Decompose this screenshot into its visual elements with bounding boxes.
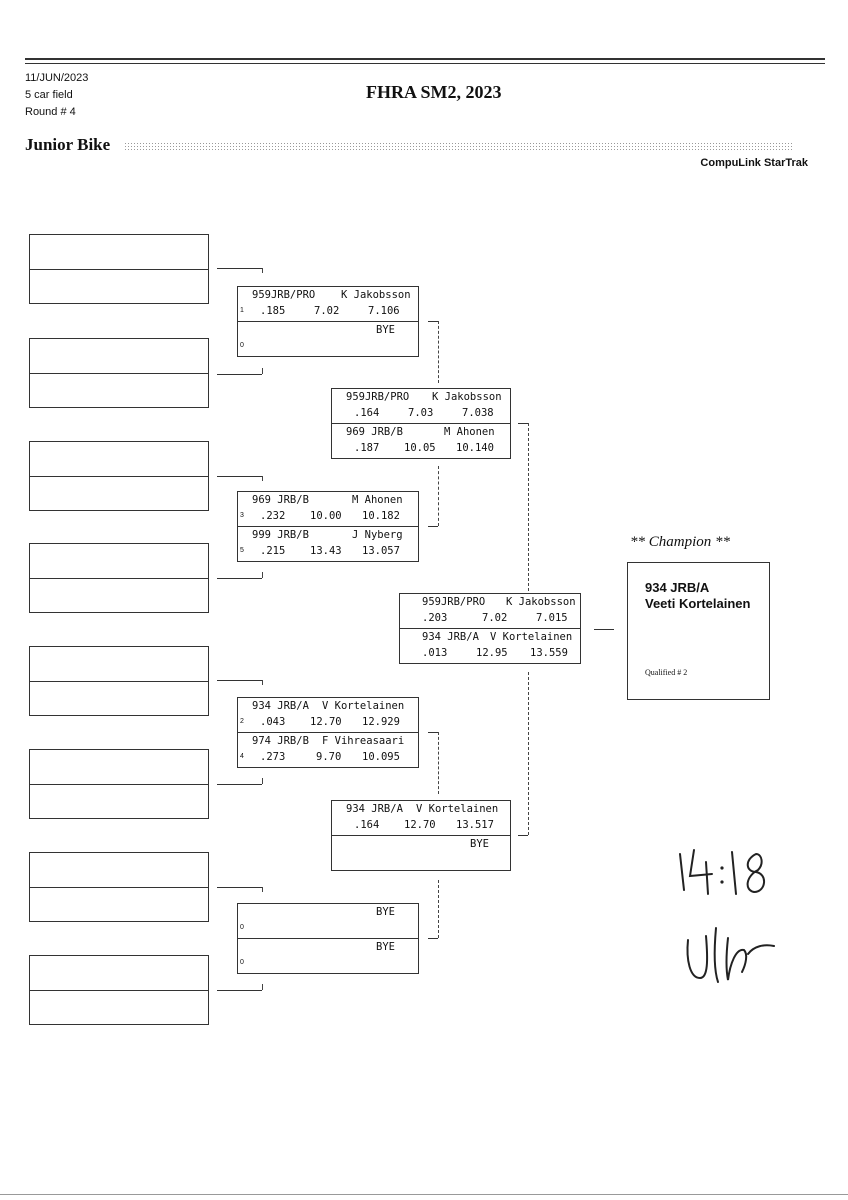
driver-name: BYE — [470, 838, 489, 850]
driver-name: K Jakobsson — [506, 596, 576, 608]
reaction-time: .185 — [260, 305, 286, 317]
reaction-time: .164 — [354, 819, 380, 831]
reaction-time: .164 — [354, 407, 380, 419]
race-slot — [238, 904, 418, 938]
dial-in: 10.05 — [404, 442, 436, 454]
connector — [518, 835, 528, 836]
dial-in: 13.43 — [310, 545, 342, 557]
connector — [518, 423, 528, 424]
reaction-time: .232 — [260, 510, 286, 522]
connector — [217, 374, 262, 375]
elapsed-time: 10.095 — [362, 751, 400, 763]
field-size: 5 car field — [25, 89, 73, 101]
race-slot — [238, 321, 418, 356]
champion-box — [627, 562, 770, 700]
connector — [262, 887, 263, 892]
round1-box-5 — [29, 646, 209, 716]
car-number: 959JRB/PRO — [422, 596, 486, 608]
round1-box-8 — [29, 955, 209, 1025]
connector — [428, 938, 438, 939]
lane-number: 5 — [240, 547, 244, 554]
elapsed-time: 10.182 — [362, 510, 400, 522]
driver-name: BYE — [376, 941, 395, 953]
race-slot — [332, 423, 510, 458]
connector — [217, 784, 262, 785]
lane-number: 0 — [240, 342, 244, 349]
race-slot — [238, 732, 418, 767]
driver-name: F Vihreasaari — [322, 735, 405, 747]
header-meta — [25, 70, 88, 121]
driver-name: V Kortelainen — [416, 803, 499, 815]
driver-name: K Jakobsson — [341, 289, 411, 301]
round2-pair-2 — [237, 491, 419, 562]
round1-box-7 — [29, 852, 209, 922]
connector — [594, 629, 614, 630]
race-slot — [238, 287, 418, 321]
elapsed-time: 13.057 — [362, 545, 400, 557]
round1-box-3 — [29, 441, 209, 511]
handwritten-time — [672, 842, 782, 902]
elapsed-time: 13.517 — [456, 819, 494, 831]
round1-box-4 — [29, 543, 209, 613]
elapsed-time: 12.929 — [362, 716, 400, 728]
connector — [428, 732, 438, 733]
lane-number: 2 — [240, 718, 244, 725]
connector — [438, 880, 439, 938]
reaction-time: .203 — [422, 612, 448, 624]
car-number: 974 JRB/B — [252, 735, 309, 747]
connector — [217, 578, 262, 579]
reaction-time: .187 — [354, 442, 380, 454]
driver-name: J Nyberg — [352, 529, 403, 541]
final-pair — [399, 593, 581, 664]
race-slot — [400, 594, 580, 628]
connector — [438, 732, 439, 794]
connector — [262, 680, 263, 685]
reaction-time: .273 — [260, 751, 286, 763]
dial-in: 7.03 — [408, 407, 434, 419]
connector — [262, 984, 263, 990]
race-slot — [238, 938, 418, 973]
driver-name: V Kortelainen — [490, 631, 573, 643]
reaction-time: .043 — [260, 716, 286, 728]
race-slot — [238, 698, 418, 732]
connector — [528, 672, 529, 835]
car-number: 969 JRB/B — [346, 426, 403, 438]
round1-box-1 — [29, 234, 209, 304]
dial-in: 12.95 — [476, 647, 508, 659]
connector — [528, 423, 529, 591]
dial-in: 7.02 — [314, 305, 340, 317]
round-number: Round # 4 — [25, 106, 76, 118]
dial-in: 9.70 — [316, 751, 342, 763]
connector — [438, 466, 439, 526]
elapsed-time: 7.038 — [462, 407, 494, 419]
car-number: 934 JRB/A — [346, 803, 403, 815]
driver-name: BYE — [376, 906, 395, 918]
car-number: 999 JRB/B — [252, 529, 309, 541]
champion-qualified: Qualified # 2 — [645, 668, 688, 677]
elapsed-time: 10.140 — [456, 442, 494, 454]
connector — [262, 268, 263, 273]
lane-number: 3 — [240, 512, 244, 519]
race-slot — [238, 492, 418, 526]
connector — [428, 526, 438, 527]
reaction-time: .013 — [422, 647, 448, 659]
connector — [262, 572, 263, 578]
elapsed-time: 7.015 — [536, 612, 568, 624]
car-number: 959JRB/PRO — [252, 289, 316, 301]
connector — [262, 476, 263, 481]
round1-box-2 — [29, 338, 209, 408]
round2-pair-3 — [237, 697, 419, 768]
header-rule-top — [25, 58, 825, 60]
round2-pair-1 — [237, 286, 419, 357]
connector — [217, 476, 262, 477]
race-slot — [332, 835, 510, 870]
lane-number: 1 — [240, 307, 244, 314]
champion-label: ** Champion ** — [630, 534, 731, 550]
car-number: 934 JRB/A — [252, 700, 309, 712]
connector — [262, 778, 263, 784]
round2-pair-4 — [237, 903, 419, 974]
elapsed-time: 13.559 — [530, 647, 568, 659]
connector — [217, 680, 262, 681]
event-date: 11/JUN/2023 — [25, 72, 89, 84]
header-rule-bottom — [25, 63, 825, 64]
class-title-fill — [124, 142, 794, 150]
race-slot — [332, 801, 510, 835]
event-title: FHRA SM2, 2023 — [366, 82, 502, 102]
reaction-time: .215 — [260, 545, 286, 557]
software-label: CompuLink StarTrak — [700, 157, 808, 169]
connector — [217, 990, 262, 991]
elapsed-time: 7.106 — [368, 305, 400, 317]
connector — [438, 321, 439, 383]
car-number: 934 JRB/A — [422, 631, 479, 643]
round1-box-6 — [29, 749, 209, 819]
dial-in: 12.70 — [310, 716, 342, 728]
car-number: 959JRB/PRO — [346, 391, 410, 403]
dial-in: 10.00 — [310, 510, 342, 522]
connector — [217, 268, 262, 269]
driver-name: M Ahonen — [352, 494, 403, 506]
round3-pair-2 — [331, 800, 511, 871]
race-slot — [238, 526, 418, 561]
race-slot — [332, 389, 510, 423]
handwritten-signature — [678, 920, 788, 990]
lane-number: 4 — [240, 753, 244, 760]
driver-name: BYE — [376, 324, 395, 336]
class-title: Junior Bike — [25, 135, 111, 154]
connector — [428, 321, 438, 322]
lane-number: 0 — [240, 924, 244, 931]
car-number: 969 JRB/B — [252, 494, 309, 506]
champion-car: 934 JRB/A — [645, 580, 710, 595]
driver-name: V Kortelainen — [322, 700, 405, 712]
dial-in: 7.02 — [482, 612, 508, 624]
connector — [262, 368, 263, 374]
dial-in: 12.70 — [404, 819, 436, 831]
connector — [217, 887, 262, 888]
driver-name: K Jakobsson — [432, 391, 502, 403]
race-slot — [400, 628, 580, 663]
driver-name: M Ahonen — [444, 426, 495, 438]
round3-pair-1 — [331, 388, 511, 459]
footer-rule — [0, 1194, 848, 1195]
lane-number: 0 — [240, 959, 244, 966]
champion-name: Veeti Kortelainen — [645, 596, 751, 611]
